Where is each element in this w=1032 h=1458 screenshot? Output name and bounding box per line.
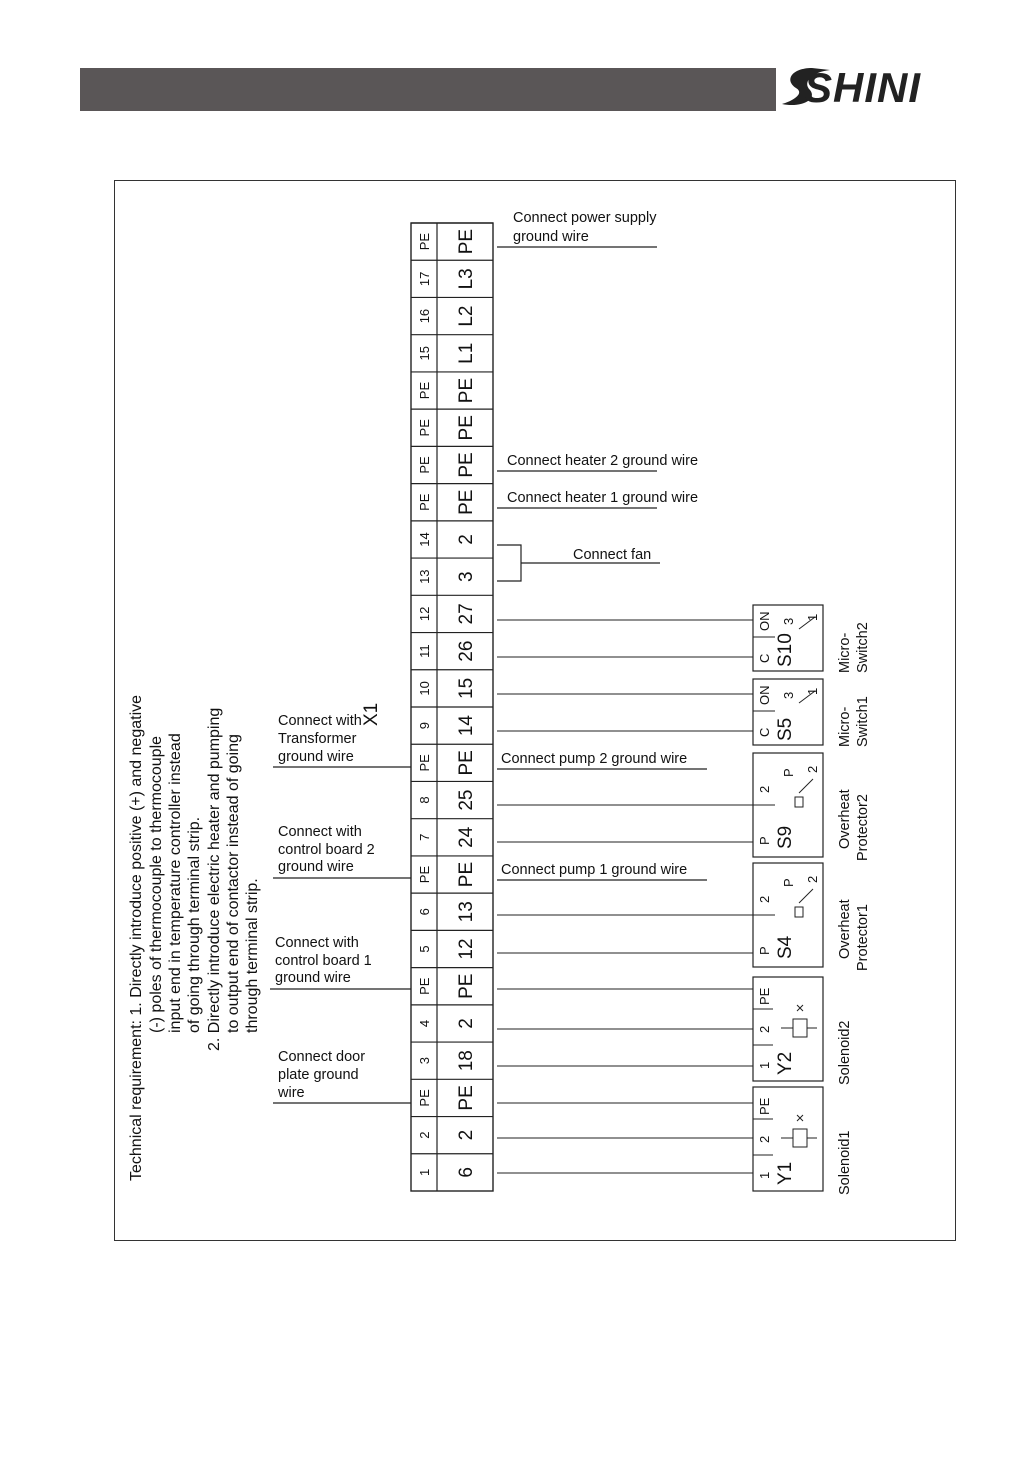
terminal-number: 15	[417, 346, 432, 361]
terminal-strip-label: X1	[361, 702, 382, 726]
terminal-number: PE	[417, 419, 432, 437]
micro2-symbol: S10	[775, 633, 796, 667]
overheat1-pole-p: P	[781, 878, 796, 887]
terminal-strip-x1	[411, 223, 493, 1191]
terminal-wire-number: PE	[456, 228, 477, 255]
transformer-line-2: Transformer	[278, 731, 357, 747]
micro1-pin-c: C	[757, 727, 772, 737]
micro2-pin-on: ON	[757, 611, 772, 631]
pump2-text: Connect pump 2 ground wire	[501, 751, 688, 767]
heater2-text: Connect heater 2 ground wire	[507, 453, 699, 469]
label-transformer	[273, 713, 411, 767]
overheat2-pole-2: 2	[805, 765, 820, 773]
terminal-number: PE	[417, 232, 432, 251]
component-micro2	[753, 605, 871, 673]
terminal-wire-number: 3	[456, 571, 477, 582]
micro1-pin-on: ON	[757, 685, 772, 705]
label-heater-2	[497, 453, 698, 471]
terminal-number: 14	[417, 532, 432, 547]
cb2-line-2: control board 2	[278, 842, 375, 858]
terminal-wire-number: PE	[456, 452, 477, 478]
terminal-wire-number: L3	[456, 268, 477, 290]
heater1-text: Connect heater 1 ground wire	[507, 490, 699, 506]
overheat1-switch-icon	[795, 889, 813, 917]
tech-req-line-7: through terminal strip.	[244, 878, 261, 1033]
transformer-line-1: Connect with	[278, 713, 362, 729]
label-control-board-1	[270, 935, 411, 989]
transformer-line-3: ground wire	[278, 749, 354, 765]
power-line-2: ground wire	[513, 229, 589, 245]
overheat2-name-2: Protector2	[855, 794, 871, 861]
solenoid1-pin-2: 2	[757, 1135, 772, 1143]
solenoid2-pin-2: 2	[757, 1025, 772, 1033]
solenoid2-coil-icon	[781, 1005, 817, 1037]
terminal-number: 6	[417, 908, 432, 916]
terminal-wire-number: PE	[456, 415, 477, 441]
label-heater-1	[497, 490, 698, 508]
component-micro1	[753, 679, 871, 747]
terminal-wire-number: PE	[456, 489, 477, 515]
terminal-wire-number: 24	[456, 826, 477, 848]
terminal-wire-number: PE	[456, 973, 477, 999]
terminal-wire-number: 14	[456, 715, 477, 737]
terminal-wire-number: PE	[456, 377, 477, 404]
tech-req-line-6: to output end of contactor instead of going	[225, 734, 242, 1033]
micro1-pole-3: 3	[781, 691, 796, 699]
micro1-name-1: Micro-	[837, 706, 853, 747]
terminal-wire-number: 12	[456, 938, 477, 960]
solenoid2-symbol: Y2	[775, 1051, 796, 1075]
tech-req-line-2: (-) poles of thermocouple to thermocouple	[148, 735, 165, 1033]
terminal-wire-number: 2	[456, 1129, 477, 1141]
terminal-wire-number: 25	[456, 789, 477, 811]
terminal-number: 11	[417, 644, 432, 658]
solenoid2-pin-pe: PE	[757, 987, 772, 1005]
overheat2-name-1: Overheat	[837, 789, 853, 849]
pump1-text: Connect pump 1 ground wire	[501, 862, 688, 878]
technical-requirement-note	[128, 695, 261, 1181]
terminal-number: 4	[417, 1019, 432, 1028]
terminal-number: PE	[417, 865, 432, 884]
terminal-wire-number: 13	[456, 901, 477, 923]
overheat1-name-1: Overheat	[837, 899, 853, 959]
terminal-wire-number: 6	[456, 1167, 477, 1178]
micro2-name-2: Switch2	[855, 622, 871, 673]
terminal-number: 16	[417, 308, 432, 324]
terminal-number: PE	[417, 456, 432, 474]
terminal-wire-number: 27	[456, 603, 477, 625]
terminal-wire-number: 2	[456, 1018, 477, 1029]
solenoid2-name: Solenoid2	[837, 1020, 853, 1085]
terminal-number: PE	[417, 754, 432, 772]
door-line-1: Connect door	[278, 1049, 366, 1065]
cb1-line-1: Connect with	[275, 935, 359, 951]
brand-logo-text: SHINI	[804, 64, 922, 111]
header-bar	[80, 68, 776, 111]
component-overheat1	[753, 863, 871, 971]
wires	[497, 620, 753, 1173]
terminal-wire-number: L2	[456, 305, 477, 327]
terminal-number: 7	[417, 833, 432, 841]
micro2-pole-3: 3	[781, 617, 796, 625]
overheat2-pin-p: P	[757, 836, 772, 845]
terminal-number: 5	[417, 945, 432, 953]
label-pump-1	[497, 862, 707, 880]
overheat2-symbol: S9	[775, 825, 796, 849]
overheat1-name-2: Protector1	[855, 904, 871, 971]
fan-text: Connect fan	[573, 547, 652, 563]
terminal-number: 12	[417, 606, 432, 622]
terminal-wire-number: 18	[456, 1050, 477, 1072]
tech-req-line-1: Technical requirement: 1. Directly introduce positive (+) and negative	[128, 694, 145, 1181]
solenoid1-pin-1: 1	[757, 1171, 772, 1179]
terminal-number: PE	[417, 493, 432, 511]
terminal-wire-number: 2	[456, 534, 477, 545]
terminal-number: 13	[417, 569, 432, 584]
solenoid1-coil-icon	[781, 1115, 817, 1147]
label-control-board-2	[273, 824, 411, 878]
tech-req-line-3: input end in temperature controller instead	[167, 733, 184, 1033]
terminal-number: PE	[417, 381, 432, 400]
micro2-pole-1: 1	[805, 613, 820, 621]
cb1-line-2: control board 1	[275, 953, 372, 969]
label-power-supply	[497, 210, 657, 247]
tech-req-line-4: of going through terminal strip.	[186, 816, 203, 1033]
terminal-wire-number: 26	[456, 640, 477, 662]
terminal-number: 8	[417, 796, 432, 804]
component-overheat2	[753, 753, 871, 861]
overheat2-pin-2: 2	[757, 785, 772, 793]
overheat1-pole-2: 2	[805, 875, 820, 883]
solenoid2-pin-1: 1	[757, 1061, 772, 1069]
terminal-number: PE	[417, 1089, 432, 1107]
overheat2-switch-icon	[795, 779, 813, 807]
power-line-1: Connect power supply	[513, 210, 657, 226]
solenoid1-name: Solenoid1	[837, 1130, 853, 1195]
door-line-3: wire	[278, 1085, 305, 1101]
label-door-plate	[273, 1049, 411, 1103]
label-pump-2	[497, 751, 707, 769]
solenoid1-pin-pe: PE	[757, 1097, 772, 1115]
door-line-2: plate ground	[278, 1067, 359, 1083]
cb1-line-3: ground wire	[275, 970, 351, 986]
component-solenoid1	[753, 1087, 853, 1195]
terminal-number: PE	[417, 977, 432, 995]
cb2-line-1: Connect with	[278, 824, 362, 840]
overheat2-pole-p: P	[781, 768, 796, 777]
cb2-line-3: ground wire	[278, 859, 354, 875]
terminal-wire-number: PE	[456, 750, 477, 776]
terminal-wire-number: PE	[456, 1085, 477, 1111]
terminal-number: 10	[417, 681, 432, 696]
solenoid1-symbol: Y1	[775, 1161, 796, 1185]
micro1-pole-1: 1	[805, 687, 820, 695]
terminal-number: 17	[417, 271, 432, 287]
overheat1-pin-2: 2	[757, 895, 772, 903]
overheat1-symbol: S4	[775, 935, 796, 959]
terminal-number: 1	[417, 1168, 432, 1177]
tech-req-line-5: 2. Directly introduce electric heater and pumping	[206, 707, 223, 1051]
overheat1-pin-p: P	[757, 946, 772, 955]
micro2-pin-c: C	[757, 653, 772, 663]
terminal-wire-number: PE	[456, 861, 477, 888]
component-solenoid2	[753, 977, 853, 1085]
label-fan	[497, 545, 660, 581]
terminal-wire-number: 15	[456, 677, 477, 699]
terminal-number: 2	[417, 1131, 432, 1139]
micro1-name-2: Switch1	[855, 696, 871, 747]
diagram-frame	[114, 180, 956, 1241]
wiring-diagram	[115, 181, 957, 1242]
terminal-wire-number: L1	[456, 342, 477, 364]
terminal-number: 3	[417, 1057, 432, 1065]
micro2-name-1: Micro-	[837, 632, 853, 673]
micro1-symbol: S5	[775, 717, 796, 741]
shini-logo	[782, 58, 952, 114]
terminal-number: 9	[417, 721, 432, 730]
